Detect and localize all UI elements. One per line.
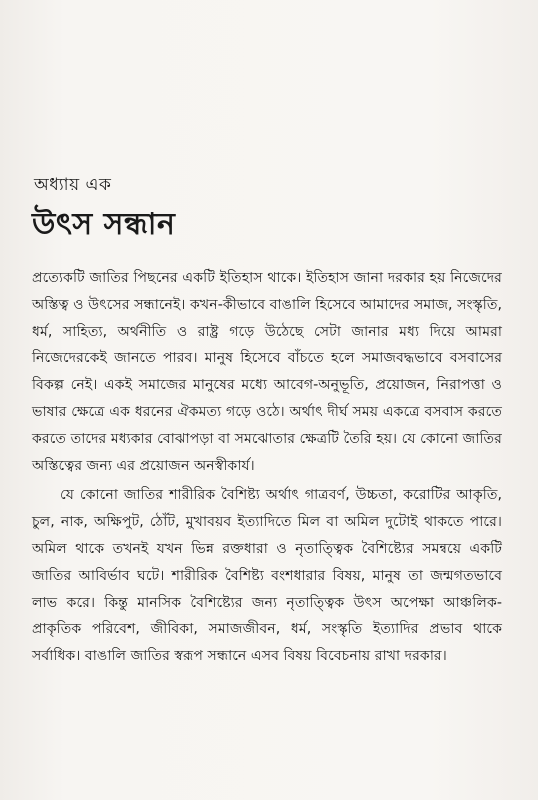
body-text: [32, 265, 502, 670]
paragraph-1: প্রত্যেকটি জাতির পিছনের একটি ইতিহাস থাকে। ইতিহাস জানা দরকার হয় নিজেদের অস্তিত্ব ও উৎসের সন্ধানেই। কখন-কীভাবে বাঙালি হিসেবে আমাদের সমাজ, সংস্কৃতি, ধর্ম, সাহিত্য, অর্থনীতি ও রাষ্ট্র গড়ে উঠেছে সেটা জানার মধ্য দিয়ে আমরা নিজেদেরকেই জানতে পারব। মানুষ হিসেবে বাঁচতে হলে সমাজবদ্ধভাবে বসবাসের বিকল্প নেই। একই সমাজের মানুষের মধ্যে আবেগ-অনুভূতি, প্রয়োজন, নিরাপত্তা ও ভাষার ক্ষেত্রে এক ধরনের ঐকমত্য গড়ে ওঠে। অর্থাৎ দীর্ঘ সময় একত্রে বসবাস করতে করতে তাদের মধ্যকার বোঝাপড়া বা সমঝোতার ক্ষেত্রটি তৈরি হয়। যে কোনো জাতির অস্তিত্বের জন্য এর প্রয়োজন অনস্বীকার্য।: [32, 270, 502, 474]
paragraph-2: যে কোনো জাতির শারীরিক বৈশিষ্ট্য অর্থাৎ গাত্রবর্ণ, উচ্চতা, করোটির আকৃতি, চুল, নাক, অক্ষিপুট, ঠোঁট, মুখাবয়ব ইত্যাদিতে মিল বা অমিল দুটোই থাকতে পারে। অমিল থাকে তখনই যখন ভিন্ন রক্তধারা ও নৃতাত্ত্বিক বৈশিষ্ট্যের সমন্বয়ে একটি জাতির আবির্ভাব ঘটে। শারীরিক বৈশিষ্ট্য বংশধারার বিষয়, মানুষ তা জন্মগতভাবে লাভ করে। কিন্তু মানসিক বৈশিষ্ট্যের জন্য নৃতাত্ত্বিক উৎস অপেক্ষা আঞ্চলিক-প্রাকৃতিক পরিবেশ, জীবিকা, সমাজজীবন, ধর্ম, সংস্কৃতি ইত্যাদির প্রভাব থাকে সর্বাধিক। বাঙালি জাতির স্বরূপ সন্ধানে এসব বিষয় বিবেচনায় রাখা দরকার।: [32, 487, 502, 665]
chapter-title: উৎস সন্ধান: [32, 207, 176, 242]
chapter-label: অধ্যায় এক: [34, 175, 112, 195]
